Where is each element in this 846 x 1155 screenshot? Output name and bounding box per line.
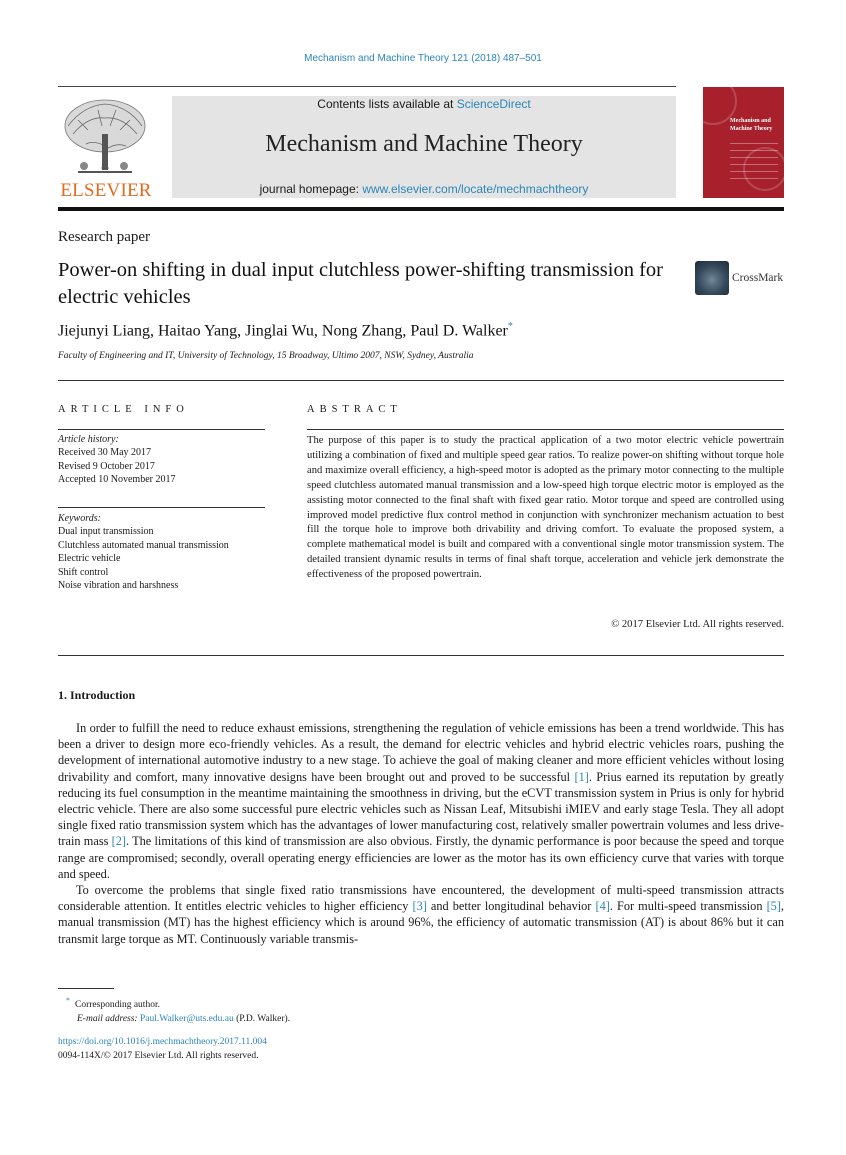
abstract-text: The purpose of this paper is to study the practical application of a two motor electric vehicle powertrain utilizing a combination of fixed and multiple speed gear ratios. To realize power-on shifting without torque hole and maximize overall efficiency, a high-speed motor is adopted as the primary motor connecting to the multiple speed clutchless automated manual transmission and a low-speed high torque electric motor is employed as the assisting motor connected to the final shaft with fixed gear ratio. Motor torque and speed are controlled using improved model predictive flux control method in conjunction with synchronizer mechanism actuation to best fill the torque hole to improve both drivability and driving comfort. To evaluate the proposed system, a complete mathematical model is built and compared with a conventional single motor transmission system. The detailed transient dynamic results in terms of final shaft torque, acceleration and vehicle jerk demonstrate the effectiveness of the proposed powertrain. (307, 435, 784, 581)
citation-link[interactable]: [3] (412, 899, 427, 914)
article-history (58, 433, 268, 487)
article-type: Research paper (58, 229, 151, 245)
cover-contents-lines (730, 143, 778, 185)
keyword: Clutchless automated manual transmission (58, 539, 229, 551)
keyword: Shift control (58, 566, 109, 578)
divider (58, 507, 265, 508)
abstract-heading: ABSTRACT (307, 404, 402, 415)
citation-link[interactable]: [5] (766, 899, 781, 914)
corresponding-author-mark[interactable]: * (507, 321, 513, 332)
history-label: Article history: (58, 434, 119, 445)
article-info-heading: ARTICLE INFO (58, 404, 189, 415)
email-note: E-mail address: Paul.Walker@uts.edu.au (P.D. Walker). (77, 1014, 291, 1025)
cover-title: Mechanism and Machine Theory (730, 118, 773, 132)
crossmark-icon (695, 261, 729, 295)
journal-reference[interactable]: Mechanism and Machine Theory 121 (2018) 487–501 (304, 53, 542, 64)
keyword: Noise vibration and harshness (58, 580, 179, 592)
article-title: Power-on shifting in dual input clutchless power-shifting transmission for electric vehicles (58, 259, 663, 308)
citation-link[interactable]: [1] (574, 769, 589, 784)
history-accepted: Accepted 10 November 2017 (58, 474, 176, 486)
keyword: Dual input transmission (58, 526, 154, 538)
sciencedirect-link[interactable]: ScienceDirect (456, 97, 531, 111)
keyword: Electric vehicle (58, 553, 121, 565)
footnotes (58, 994, 558, 1026)
divider (58, 429, 265, 430)
paragraph: In order to fulfill the need to reduce exhaust emissions, strengthening the regulation of vehicle emissions has been a trend worldwide. This has been a driver to design more eco-friendly vehicles. As a result, the demand for electric vehicles and hybrid electric vehicles roars, pushing the development of international automotive industry to a new stage. To achieve the goal of making cleaner and more efficient vehicles without losing drivability and comfort, many innovative designs have been brought out and proved to be successful [1]. Prius earned its reputation by greatly reducing its fuel consumption in the meantime maintaining the smoothness in driving, but the eCVT transmission system in Prius is only for hybrid electric vehicle. There are also some successful pure electric vehicles such as Nissan Leaf, Mitsubishi iMIEV and early stage Tesla. They all adopt single fixed ratio transmission system which has the advantages of lower manufacturing cost, relatively smaller powertrain volumes and less drive-train mass [2]. The limitations of this kind of transmission are also obvious. Firstly, the dynamic performance is poor because the speed and torque range are compromised; secondly, overall operating energy efficiencies are lower as the motor has its own efficiency curve that varies with torque and speed. (58, 721, 784, 881)
elsevier-wordmark: ELSEVIER (60, 180, 152, 201)
citation-link[interactable]: [4] (595, 899, 610, 914)
homepage-line: journal homepage: www.elsevier.com/locate/mechmachtheory (259, 182, 589, 196)
journal-homepage-link[interactable]: www.elsevier.com/locate/mechmachtheory (362, 182, 589, 196)
divider (307, 429, 784, 430)
crossmark-label: CrossMark (732, 272, 784, 284)
affiliation: Faculty of Engineering and IT, University of Technology, 15 Broadway, Ultimo 2007, NSW, Sydney, Australia (58, 351, 474, 361)
history-revised: Revised 9 October 2017 (58, 460, 155, 472)
doi-block (58, 1035, 267, 1063)
issn-line: 0094-114X/© 2017 Elsevier Ltd. All rights reserved. (58, 1051, 259, 1061)
keywords-label: Keywords: (58, 513, 101, 524)
journal-cover-thumbnail (703, 87, 784, 198)
introduction-body (58, 720, 784, 947)
contents-line: Contents lists available at ScienceDirect (317, 97, 531, 111)
section-heading-introduction: 1. Introduction (58, 688, 136, 702)
divider (58, 655, 784, 656)
doi-link[interactable]: https://doi.org/10.1016/j.mechmachtheory.2017.11.004 (58, 1037, 267, 1047)
author-list: Jiejunyi Liang, Haitao Yang, Jinglai Wu, Nong Zhang, Paul D. Walker* (58, 321, 513, 340)
journal-name: Mechanism and Machine Theory (265, 131, 583, 157)
header-rule (58, 86, 676, 87)
header-thick-rule (58, 207, 784, 211)
abstract-copyright: © 2017 Elsevier Ltd. All rights reserved. (611, 619, 784, 630)
footnote-rule (58, 988, 114, 989)
email-link[interactable]: Paul.Walker@uts.edu.au (139, 1014, 234, 1025)
divider (58, 380, 784, 381)
citation-link[interactable]: [2] (111, 834, 127, 849)
corresponding-author-note: * Corresponding author. (66, 996, 160, 1011)
crossmark-badge[interactable] (695, 261, 795, 295)
history-received: Received 30 May 2017 (58, 447, 152, 459)
paragraph: To overcome the problems that single fixed ratio transmissions have encountered, the development of multi-speed transmission attracts considerable attention. It entitles electric vehicles to higher efficiency [3] and better longitudinal behavior [4]. For multi-speed transmission [5], manual transmission (MT) has the highest efficiency which is around 96%, the efficiency of automatic transmission (AT) is about 86% but it can transmit large torque as MT. Continuously variable transmis- (58, 883, 784, 946)
keywords (58, 512, 268, 592)
